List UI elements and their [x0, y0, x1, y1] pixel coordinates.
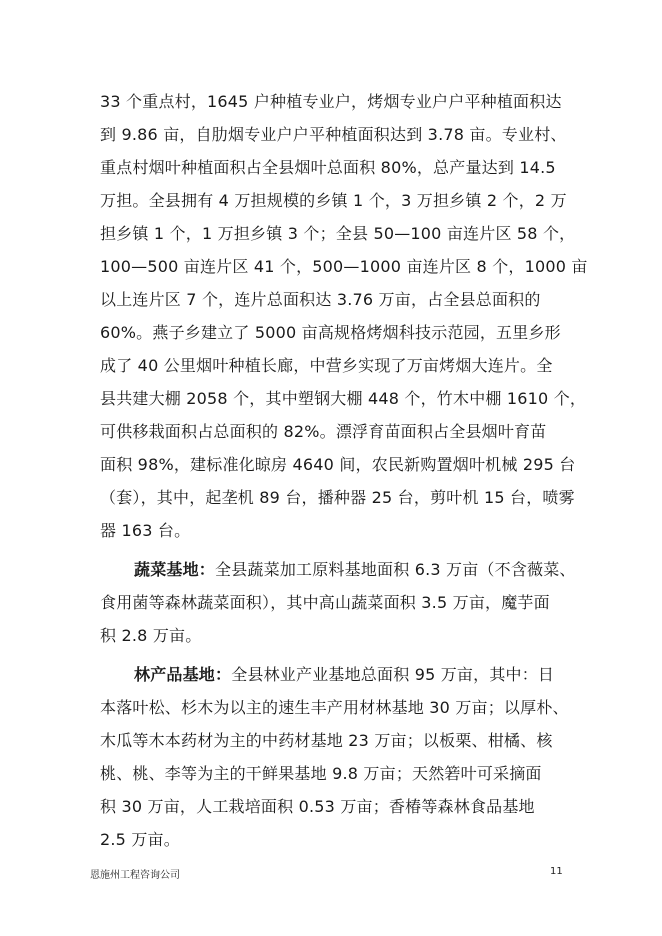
- body-line: 60%。燕子乡建立了 5000 亩高规格烤烟科技示范园，五里乡形: [100, 323, 561, 342]
- body-line: 100—500 亩连片区 41 个，500—1000 亩连片区 8 个，1000 亩: [100, 257, 588, 276]
- body-line: 面积 98%，建标准化晾房 4640 间，农民新购置烟叶机械 295 台: [100, 455, 576, 474]
- body-line: 食用菌等森林蔬菜面积），其中高山蔬菜面积 3.5 万亩，魔芋面: [100, 593, 550, 612]
- vegetable-paragraph-first-line: [134, 560, 604, 580]
- body-line: （套），其中，起垄机 89 台，播种器 25 台，剪叶机 15 台，喷雾: [100, 488, 575, 507]
- body-line: 重点村烟叶种植面积占全县烟叶总面积 80%，总产量达到 14.5: [100, 158, 556, 177]
- forest-paragraph-first-line: [134, 665, 604, 685]
- body-line: 积 2.8 万亩。: [100, 626, 202, 645]
- body-line: 万担。全县拥有 4 万担规模的乡镇 1 个，3 万担乡镇 2 个，2 万: [100, 191, 567, 210]
- body-line: 担乡镇 1 个，1 万担乡镇 3 个；全县 50—100 亩连片区 58 个，: [100, 224, 576, 243]
- body-line: 积 30 万亩，人工栽培面积 0.53 万亩；香椿等森林食品基地: [100, 797, 535, 816]
- forest-text: 全县林业产业基地总面积 95 万亩，其中：日: [231, 665, 555, 684]
- footer-company: 恩施州工程咨询公司: [90, 870, 180, 881]
- forest-base-label: 林产品基地：: [134, 665, 232, 684]
- page-number: 11: [550, 866, 563, 877]
- body-line: 可供移栽面积占总面积的 82%。漂浮育苗面积占全县烟叶育苗: [100, 422, 547, 441]
- body-line: 成了 40 公里烟叶种植长廊，中营乡实现了万亩烤烟大连片。全: [100, 356, 553, 375]
- body-line: 到 9.86 亩，自肋烟专业户户平种植面积达到 3.78 亩。专业村、: [100, 125, 567, 144]
- vegetable-text: 全县蔬菜加工原料基地面积 6.3 万亩（不含薇菜、: [215, 560, 576, 579]
- body-line: 2.5 万亩。: [100, 830, 180, 849]
- vegetable-base-label: 蔬菜基地：: [134, 560, 216, 579]
- body-line: 桃、桃、李等为主的干鲜果基地 9.8 万亩；天然箬叶可采摘面: [100, 764, 542, 783]
- body-line: 本落叶松、杉木为以主的速生丰产用材林基地 30 万亩；以厚朴、: [100, 698, 569, 717]
- body-line: 33 个重点村，1645 户种植专业户，烤烟专业户户平种植面积达: [100, 92, 562, 111]
- body-line: 以上连片区 7 个，连片总面积达 3.76 万亩，占全县总面积的: [100, 290, 541, 309]
- body-line: 器 163 台。: [100, 521, 191, 540]
- body-line: 木瓜等木本药材为主的中药材基地 23 万亩；以板栗、柑橘、核: [100, 731, 553, 750]
- body-line: 县共建大棚 2058 个，其中塑钢大棚 448 个，竹木中棚 1610 个，: [100, 389, 587, 408]
